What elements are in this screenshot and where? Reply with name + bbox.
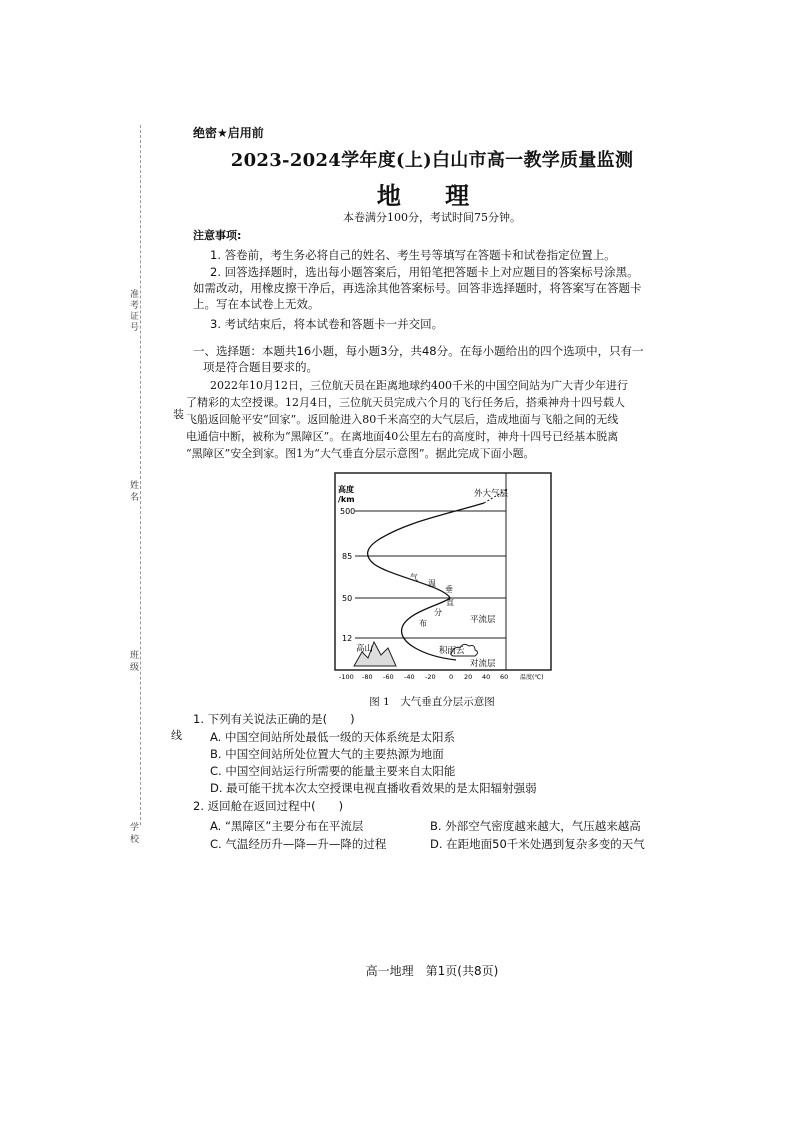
curve-char-2: 温 (428, 579, 436, 588)
x-tick-neg100: -100 (339, 673, 354, 681)
notice-line-3: 3. 考试结束后，将本试卷和答题卡一并交回。 (210, 317, 444, 331)
passage-line-2: 了精彩的太空授课。12月4日，三位航天员完成六个月的飞行任务后，搭乘神舟十四号载人 (186, 396, 625, 409)
atmosphere-layer-diagram (334, 472, 552, 686)
passage-line-4: 电通信中断，被称为“黑障区”。在离地面40公里左右的高度时，神舟十四号已经基本脱离 (186, 430, 619, 443)
figure-caption: 图 1 大气垂直分层示意图 (369, 696, 495, 708)
binding-dashed-line (140, 125, 141, 825)
y-axis-label-1: 高度 (338, 485, 354, 494)
passage-line-3: 飞船返回舱平安“回家”。返回舱进入80千米高空的大气层后，造成地面与飞船之间的无线 (186, 413, 619, 426)
question-1-option-c[interactable]: C. 中国空间站运行所需要的能量主要来自太阳能 (210, 764, 456, 778)
section-heading-line-1: 一、选择题：本题共16小题，每小题3分，共48分。在每小题给出的四个选项中，只有一 (193, 344, 644, 358)
question-1-stem: 1. 下列有关说法正确的是( ) (193, 712, 355, 726)
x-tick-0: 0 (449, 673, 454, 681)
curve-char-6: 布 (419, 619, 427, 628)
binding-mark-xian: 线 (171, 729, 182, 742)
page-footer: 高一地理 第1页(共8页) (365, 964, 499, 978)
notice-line-1: 1. 答卷前，考生务必将自己的姓名、考生号等填写在答题卡和试卷指定位置上。 (210, 248, 616, 262)
binding-label-exam-number: 准考证号 (130, 290, 140, 333)
binding-label-class: 班级 (130, 651, 140, 673)
curve-char-5: 分 (434, 608, 442, 617)
question-1-option-d[interactable]: D. 最可能干扰本次太空授课电视直播收看效果的是太阳辐射强弱 (210, 781, 537, 795)
y-tick-12: 12 (342, 634, 353, 643)
y-axis-label-2: /km (338, 495, 355, 504)
curve-char-1: 气 (410, 573, 418, 582)
y-tick-85: 85 (342, 552, 353, 561)
passage-line-5: “黑障区”安全到家。图1为“大气垂直分层示意图”。据此完成下面小题。 (186, 447, 535, 460)
x-tick-20: 20 (464, 673, 473, 681)
notice-heading: 注意事项: (193, 229, 242, 242)
question-2-stem: 2. 返回舱在返回过程中( ) (193, 799, 344, 813)
label-troposphere: 对流层 (470, 659, 496, 669)
curve-char-4: 直 (446, 598, 454, 607)
temperature-curve (368, 503, 484, 660)
score-time-line: 本卷满分100分，考试时间75分钟。 (343, 211, 521, 224)
notice-line-2a: 2. 回答选择题时，选出每小题答案后，用铅笔把答题卡上对应题目的答案标号涂黑。 (210, 265, 639, 279)
x-axis-label: 温度(℃) (520, 674, 544, 681)
confidential-mark: 绝密★启用前 (193, 126, 264, 140)
binding-mark-zhuang: 装 (173, 408, 184, 421)
label-stratosphere: 平流层 (470, 615, 496, 625)
section-heading-line-2: 项是符合题目要求的。 (203, 360, 318, 374)
binding-label-school: 学校 (130, 823, 140, 845)
passage-line-1: 2022年10月12日，三位航天员在距离地球约400千米的中国空间站为广大青少年进行 (210, 379, 628, 392)
binding-label-name: 姓名 (130, 481, 140, 503)
question-2-option-a[interactable]: A. “黑障区”主要分布在平流层 (210, 819, 364, 833)
question-1-option-a[interactable]: A. 中国空间站所处最低一级的天体系统是太阳系 (210, 730, 455, 744)
x-tick-60: 60 (500, 673, 509, 681)
notice-line-2b: 如需改动，用橡皮擦干净后，再选涂其他答案标号。回答非选择题时，将答案写在答题卡 (193, 281, 642, 295)
curve-char-3: 垂 (445, 585, 453, 594)
y-tick-500: 500 (340, 507, 356, 516)
x-tick-neg40: -40 (404, 673, 415, 681)
exam-title: 2023-2024学年度(上)白山市高一教学质量监测 (230, 150, 634, 171)
question-1-option-b[interactable]: B. 中国空间站所处位置大气的主要热源为地面 (210, 747, 444, 761)
question-2-option-d[interactable]: D. 在距地面50千米处遇到复杂多变的天气 (430, 837, 645, 851)
question-2-option-c[interactable]: C. 气温经历升—降—升—降的过程 (210, 837, 387, 851)
label-outer-atmosphere: 外大气层 (474, 489, 509, 499)
x-tick-40: 40 (482, 673, 491, 681)
question-2-option-b[interactable]: B. 外部空气密度越来越大，气压越来越高 (430, 819, 641, 833)
label-mountain: 高山 (356, 644, 374, 654)
x-tick-neg20: -20 (425, 673, 436, 681)
notice-line-2c: 上。写在本试卷上无效。 (193, 297, 320, 311)
x-tick-neg60: -60 (383, 673, 394, 681)
x-tick-neg80: -80 (362, 673, 373, 681)
diagram-frame (335, 473, 551, 670)
subject-title: 地 理 (376, 182, 488, 210)
label-cumulonimbus: 积雨云 (439, 646, 465, 656)
y-tick-50: 50 (342, 594, 353, 603)
